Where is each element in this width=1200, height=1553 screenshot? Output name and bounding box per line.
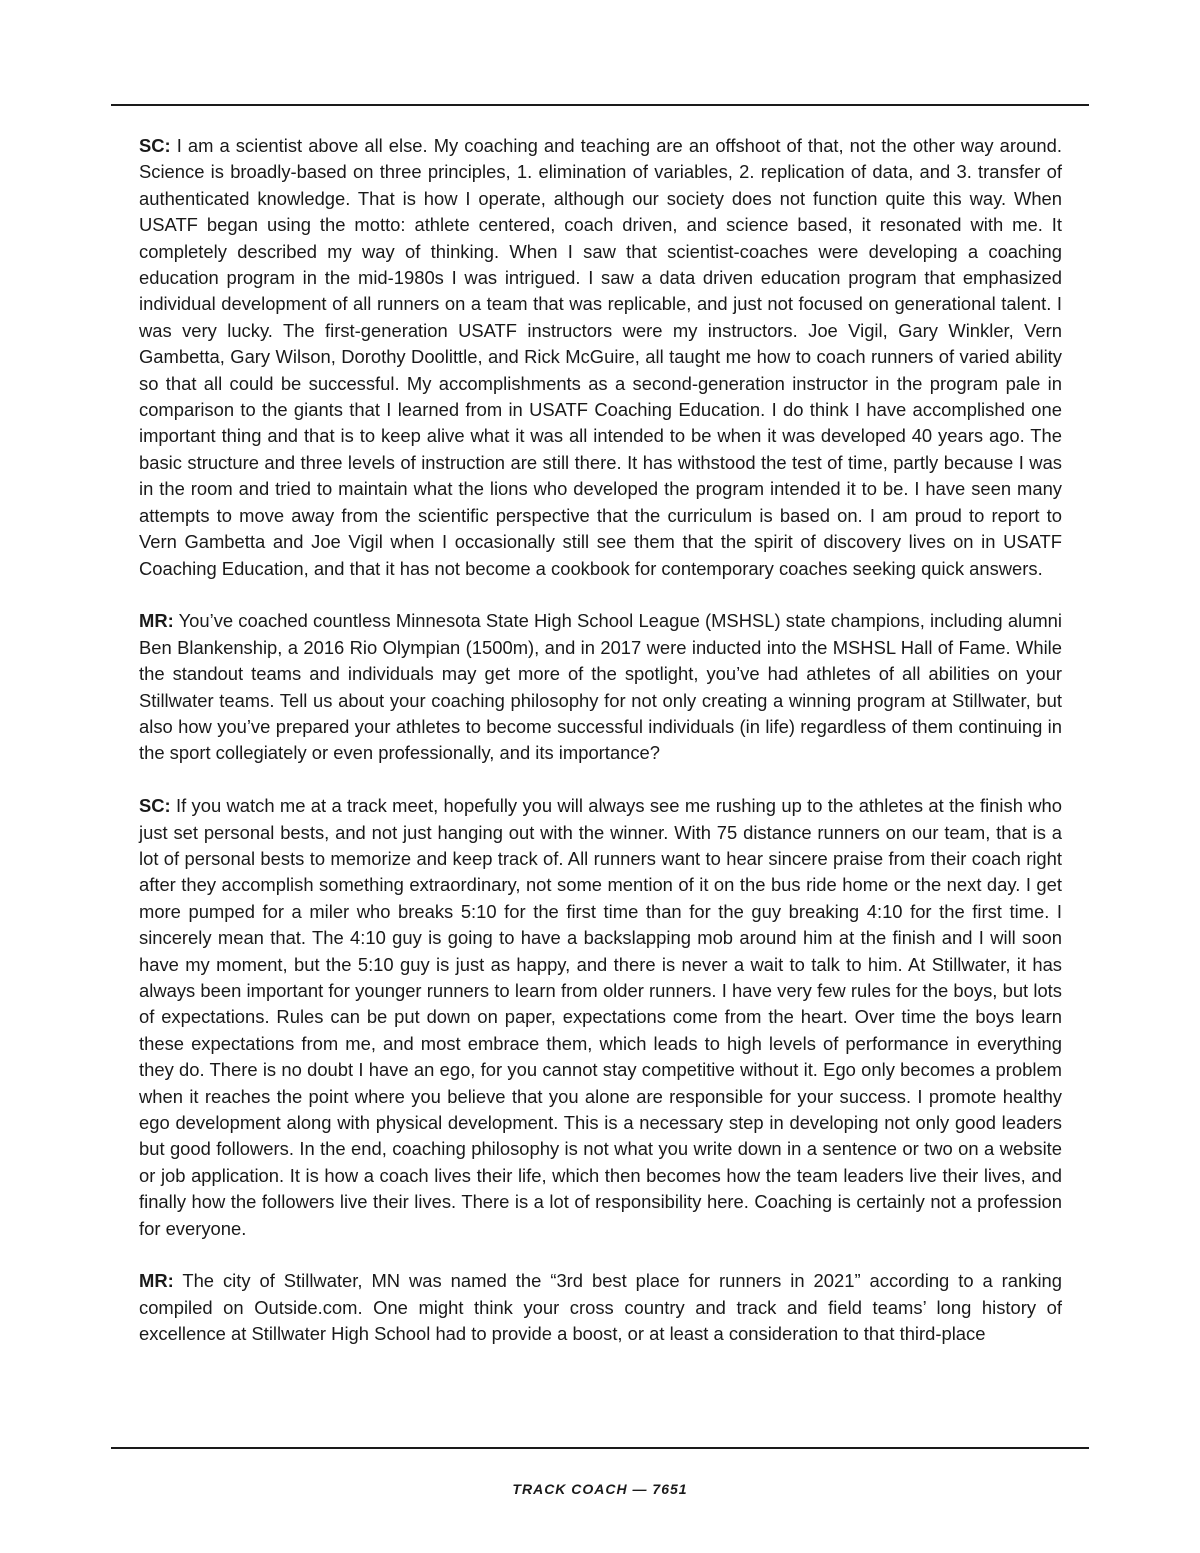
article-body <box>139 133 1062 1374</box>
header-rule <box>111 104 1089 106</box>
interview-paragraph <box>139 1268 1062 1347</box>
speaker-label: SC: <box>139 795 171 817</box>
speaker-label: MR: <box>139 1270 174 1292</box>
speaker-label: SC: <box>139 135 171 156</box>
interview-paragraph <box>139 133 1062 582</box>
paragraph-text: I am a scientist above all else. My coaching and teaching are an offshoot of that, not the other way around. Science is broadly-based on three principles, 1. elimination of variables, 2. replication of data, and 3. transfer of authenticated knowledge. That is how I operate, although our society does not function quite this way. When USATF began using the motto: athlete centered, coach driven, and science based, it resonated with me. It completely described my way of thinking. When I saw that scientist-coaches were developing a coaching education program in the mid-1980s I was intrigued. I saw a data driven education program that emphasized individual development of all runners on a team that was replicable, and just not focused on generational talent. I was very lucky. The first-generation USATF instructors were my instructors. Joe Vigil, Gary Winkler, Vern Gambetta, Gary Wilson, Dorothy Doolittle, and Rick McGuire, all taught me how to coach runners of varied ability so that all could be successful. My accomplishments as a second-generation instructor in the program pale in comparison to the giants that I learned from in USATF Coaching Education. I do think I have accomplished one important thing and that is to keep alive what it was all intended to be when it was developed 40 years ago. The basic structure and three levels of instruction are still there. It has withstood the test of time, partly because I was in the room and tried to maintain what the lions who developed the program intended it to be. I have seen many attempts to move away from the scientific perspective that the curriculum is based on. I am proud to report to Vern Gambetta and Joe Vigil when I occasionally still see them that the spirit of discovery lives on in USATF Coaching Education, and that it has not become a cookbook for contemporary coaches seeking quick answers. <box>139 135 1062 579</box>
interview-paragraph <box>139 608 1062 766</box>
paragraph-text: You’ve coached countless Minnesota State High School League (MSHSL) state champions, including alumni Ben Blankenship, a 2016 Rio Olympian (1500m), and in 2017 were inducted into the MSHSL Hall of Fame. While the standout teams and individuals may get more of the spotlight, you’ve had athletes of all abilities on your Stillwater teams. Tell us about your coaching philosophy for not only creating a winning program at Stillwater, but also how you’ve prepared your athletes to become successful individuals (in life) regardless of them continuing in the sport collegiately or even professionally, and its importance? <box>139 610 1062 764</box>
footer-rule <box>111 1447 1089 1449</box>
interview-paragraph <box>139 793 1062 1242</box>
paragraph-text: The city of Stillwater, MN was named the “3rd best place for runners in 2021” according to a ranking compiled on Outside.com. One might think your cross country and track and field teams’ long history of excellence at Stillwater High School had to provide a boost, or at least a consideration to that third-place <box>139 1270 1062 1345</box>
speaker-label: MR: <box>139 610 174 632</box>
page-footer: TRACK COACH — 7651 <box>512 1481 688 1497</box>
paragraph-text: If you watch me at a track meet, hopefully you will always see me rushing up to the athletes at the finish who just set personal bests, and not just hanging out with the winner. With 75 distance runners on our team, that is a lot of personal bests to memorize and keep track of. All runners want to hear sincere praise from their coach right after they accomplish something extraordinary, not some mention of it on the bus ride home or the next day. I get more pumped for a miler who breaks 5:10 for the first time than for the guy breaking 4:10 for the first time. I sincerely mean that. The 4:10 guy is going to have a backslapping mob around him at the finish and I will soon have my moment, but the 5:10 guy is just as happy, and there is never a wait to talk to him. At Stillwater, it has always been important for younger runners to learn from older runners. I have very few rules for the boys, but lots of expectations. Rules can be put down on paper, expectations come from the heart. Over time the boys learn these expectations from me, and most embrace them, which leads to high levels of performance in everything they do. There is no doubt I have an ego, for you cannot stay competitive without it. Ego only becomes a problem when it reaches the point where you believe that you alone are responsible for your success. I promote healthy ego development along with physical development. This is a necessary step in developing not only good leaders but good followers. In the end, coaching philosophy is not what you write down in a sentence or two on a website or job application. It is how a coach lives their life, which then becomes how the team leaders live their lives, and finally how the followers live their lives. There is a lot of responsibility here. Coaching is certainly not a profession for everyone. <box>139 795 1062 1239</box>
